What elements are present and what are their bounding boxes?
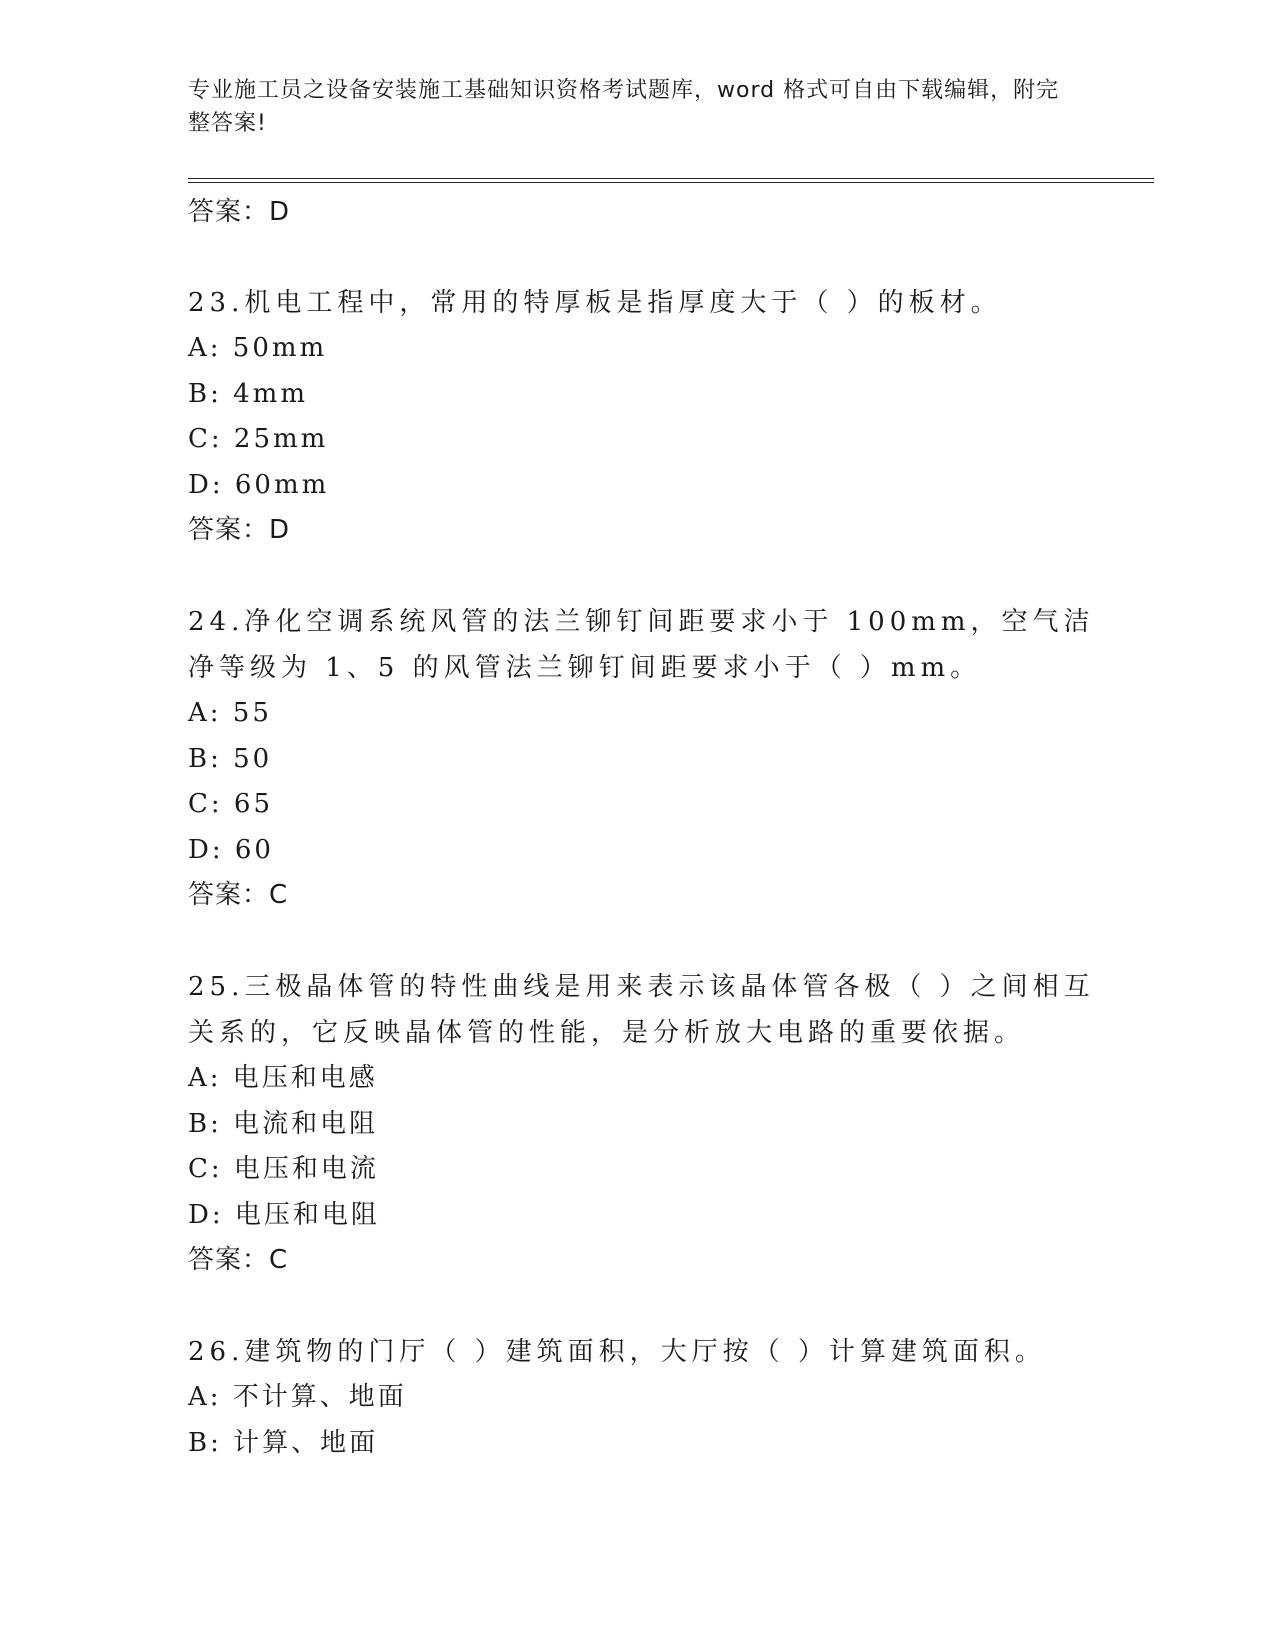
option-b: B: 电流和电阻 <box>188 1108 379 1139</box>
question-list <box>188 190 1108 1466</box>
answer-line: 答案：D <box>188 197 291 227</box>
option-c: C: 25mm <box>188 424 329 454</box>
answer-line: 答案：C <box>188 1245 289 1275</box>
option-b: B: 50 <box>188 743 273 774</box>
answer-line: 答案：C <box>188 880 289 910</box>
option-b: B: 计算、地面 <box>188 1427 379 1458</box>
option-d: D: 电压和电阻 <box>188 1199 380 1230</box>
option-d: D: 60mm <box>188 469 330 500</box>
question-stem: 24.净化空调系统风管的法兰铆钉间距要求小于 100mm，空气洁净等级为 1、5 的风管法兰铆钉间距要求小于（ ）mm。 <box>188 607 1095 683</box>
question-24 <box>188 599 1108 918</box>
option-c: C: 电压和电流 <box>188 1154 379 1184</box>
option-a: A: 电压和电感 <box>188 1063 378 1093</box>
document-header: 专业施工员之设备安装施工基础知识资格考试题库，word 格式可自由下载编辑，附完整答案! <box>188 78 1060 136</box>
question-23 <box>188 280 1108 553</box>
option-a: A: 50mm <box>188 333 328 363</box>
option-a: A: 不计算、地面 <box>188 1382 407 1412</box>
option-d: D: 60 <box>188 834 274 865</box>
option-b: B: 4mm <box>188 378 308 409</box>
question-stem: 23.机电工程中，常用的特厚板是指厚度大于（ ）的板材。 <box>188 288 1002 318</box>
header-rule-bottom <box>188 182 1154 183</box>
question-stem: 26.建筑物的门厅（ ）建筑面积，大厅按（ ）计算建筑面积。 <box>188 1337 1046 1367</box>
question-26 <box>188 1329 1108 1466</box>
header-rule-top <box>188 178 1154 179</box>
question-25 <box>188 964 1108 1283</box>
option-a: A: 55 <box>188 698 272 728</box>
option-c: C: 65 <box>188 789 274 819</box>
question-stem: 25.三极晶体管的特性曲线是用来表示该晶体管各极（ ）之间相互关系的，它反映晶体管的性能，是分析放大电路的重要依据。 <box>188 972 1095 1048</box>
answer-line: 答案：D <box>188 515 291 545</box>
